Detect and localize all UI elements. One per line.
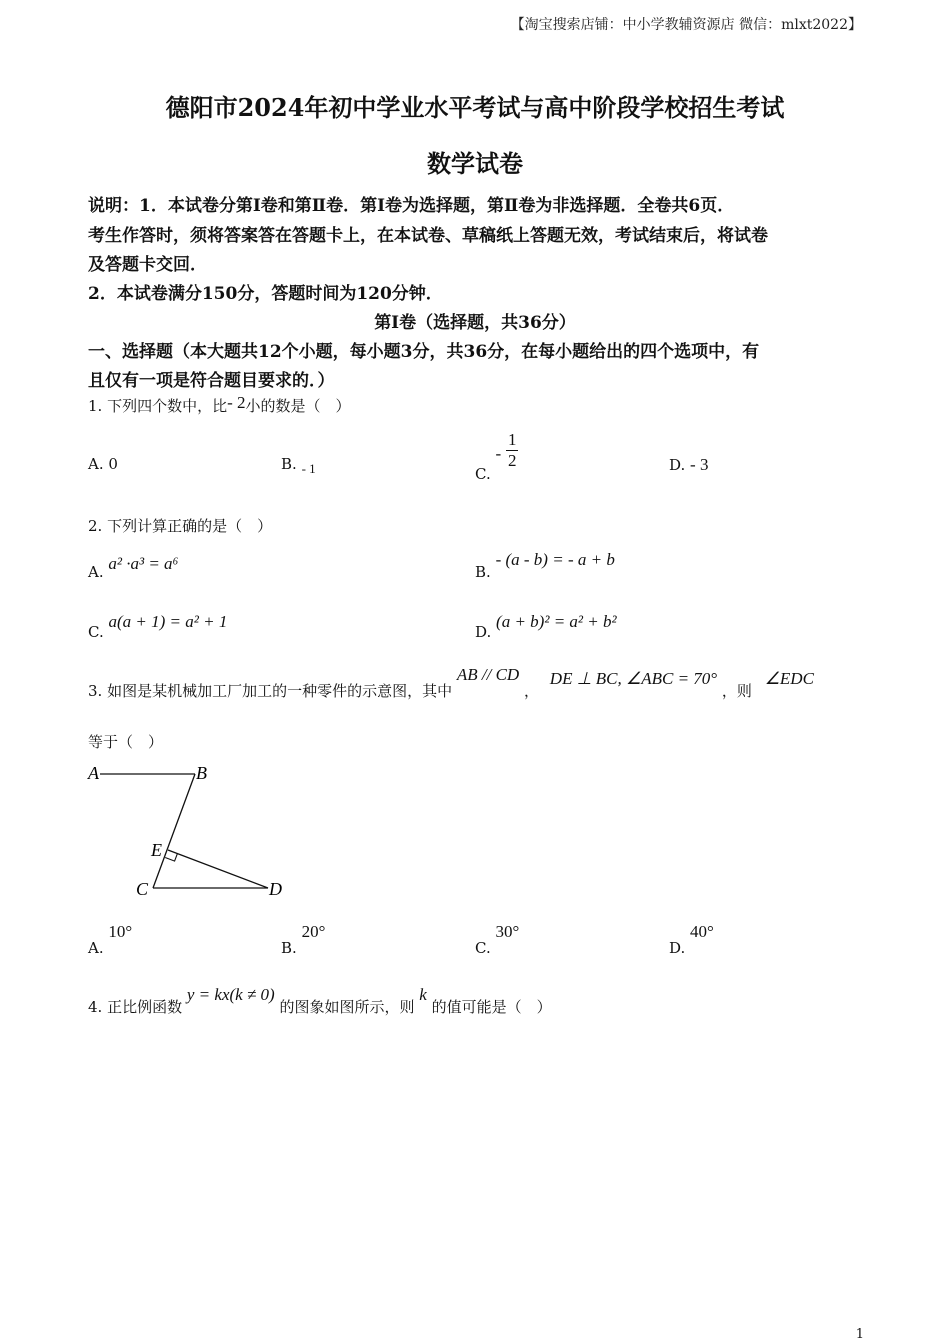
q3-option-a-label: A. — [88, 939, 104, 957]
q1-stem-pre: 1. 下列四个数中，比 — [88, 397, 228, 415]
q1-option-b — [281, 455, 316, 476]
q2-option-c-math: a(a + 1) = a² + 1 — [108, 612, 228, 631]
q4-math: y = kx(k ≠ 0) — [186, 985, 275, 1004]
q1-option-b-math: - 1 — [301, 461, 316, 476]
q3-option-b-label: B. — [281, 939, 297, 957]
q4-stem-pre: 4. 正比例函数 — [88, 998, 183, 1016]
label-d: D — [269, 879, 282, 899]
instructions-line-2: 考生作答时，须将答案答在答题卡上，在本试卷、草稿纸上答题无效，考试结束后，将试卷 — [88, 226, 768, 246]
q2-option-b — [475, 550, 615, 581]
question-2-stem: 2. 下列计算正确的是（ ） — [88, 517, 273, 535]
instructions-line-1: 说明：1．本试卷分第Ⅰ卷和第Ⅱ卷．第Ⅰ卷为选择题，第Ⅱ卷为非选择题．全卷共6页． — [88, 196, 735, 216]
question-4-stem — [88, 984, 552, 1016]
q1-option-d-label: D. — [669, 456, 686, 474]
q1-option-d-math: - 3 — [690, 455, 709, 474]
q2-option-d — [475, 612, 617, 641]
q2-option-a-math: a² ·a³ = a⁶ — [108, 554, 179, 573]
q2-option-d-math: (a + b)² = a² + b² — [496, 612, 617, 631]
q1-option-c-sign: - — [495, 443, 502, 463]
part1-line-1: 一、选择题（本大题共12个小题，每小题3分，共36分，在每小题给出的四个选项中，有 — [88, 342, 760, 362]
q3-math-1: AB // CD — [456, 665, 520, 684]
q1-option-d — [669, 455, 708, 475]
q3-math-2: DE ⊥ BC, ∠ABC = 70° — [549, 669, 718, 688]
q3-math-3: ∠EDC — [764, 669, 814, 688]
q2-option-d-label: D. — [475, 623, 492, 641]
q3-option-d — [669, 922, 714, 957]
instructions-line-3: 及答题卡交回． — [88, 255, 207, 275]
question-1-stem — [88, 395, 351, 416]
q3-stem-pre: 3. 如图是某机械加工厂加工的一种零件的示意图，其中 — [88, 682, 453, 700]
q1-stem-math: - 2 — [227, 393, 246, 412]
q1-option-a: A. 0 — [88, 455, 118, 473]
q2-option-a — [88, 554, 179, 581]
label-a: A — [88, 763, 99, 783]
q4-stem-post: 的值可能是（ ） — [431, 998, 552, 1016]
label-e: E — [151, 840, 162, 860]
q3-option-c-label: C. — [475, 939, 491, 957]
q4-stem-mid: 的图象如图所示，则 — [279, 998, 415, 1016]
segment-de — [168, 850, 268, 888]
q1-stem-post: 小的数是（ ） — [245, 397, 351, 415]
q2-option-a-label: A. — [88, 563, 104, 581]
label-c: C — [136, 879, 149, 899]
part1-line-2: 且仅有一项是符合题目要求的．） — [88, 371, 335, 391]
q3-option-b-value: 20° — [301, 922, 326, 941]
q3-then: ，则 — [721, 682, 752, 700]
section-title: 第Ⅰ卷（选择题，共36分） — [374, 313, 576, 333]
q3-option-b — [281, 922, 326, 957]
q2-option-b-math: - (a - b) = - a + b — [495, 550, 615, 569]
q3-option-d-value: 40° — [690, 922, 714, 941]
q2-option-c-label: C. — [88, 623, 104, 641]
q1-option-c — [475, 430, 518, 483]
right-angle-mark — [165, 854, 177, 862]
q3-option-c — [475, 922, 520, 957]
q2-option-b-label: B. — [475, 563, 491, 581]
q3-option-d-label: D. — [669, 939, 686, 957]
q1-option-c-numerator: 1 — [507, 430, 517, 449]
q1-option-b-label: B. — [281, 455, 297, 473]
q1-option-c-denominator: 2 — [507, 451, 517, 470]
instructions-line-4: 2．本试卷满分150分，答题时间为120分钟． — [88, 284, 443, 304]
page-number: 1 — [855, 1327, 864, 1342]
page-title: 德阳市2024年初中学业水平考试与高中阶段学校招生考试 — [165, 93, 785, 122]
header-note: 【淘宝搜索店铺：中小学教辅资源店 微信：mlxt2022】 — [510, 17, 862, 33]
segment-bc — [153, 774, 195, 888]
q3-option-c-value: 30° — [495, 922, 520, 941]
q3-comma: ， — [524, 682, 540, 700]
question-3-stem — [88, 665, 814, 700]
q1-option-c-label: C. — [475, 464, 491, 483]
page-subtitle: 数学试卷 — [427, 149, 523, 178]
q3-figure — [80, 758, 300, 906]
q2-option-c — [88, 612, 228, 641]
q3-option-a — [88, 922, 133, 957]
q3-option-a-value: 10° — [108, 922, 133, 941]
label-b: B — [196, 763, 207, 783]
q1-option-c-fraction — [506, 430, 519, 471]
question-3-stem-end: 等于（ ） — [88, 733, 164, 751]
q4-k: k — [419, 985, 427, 1004]
